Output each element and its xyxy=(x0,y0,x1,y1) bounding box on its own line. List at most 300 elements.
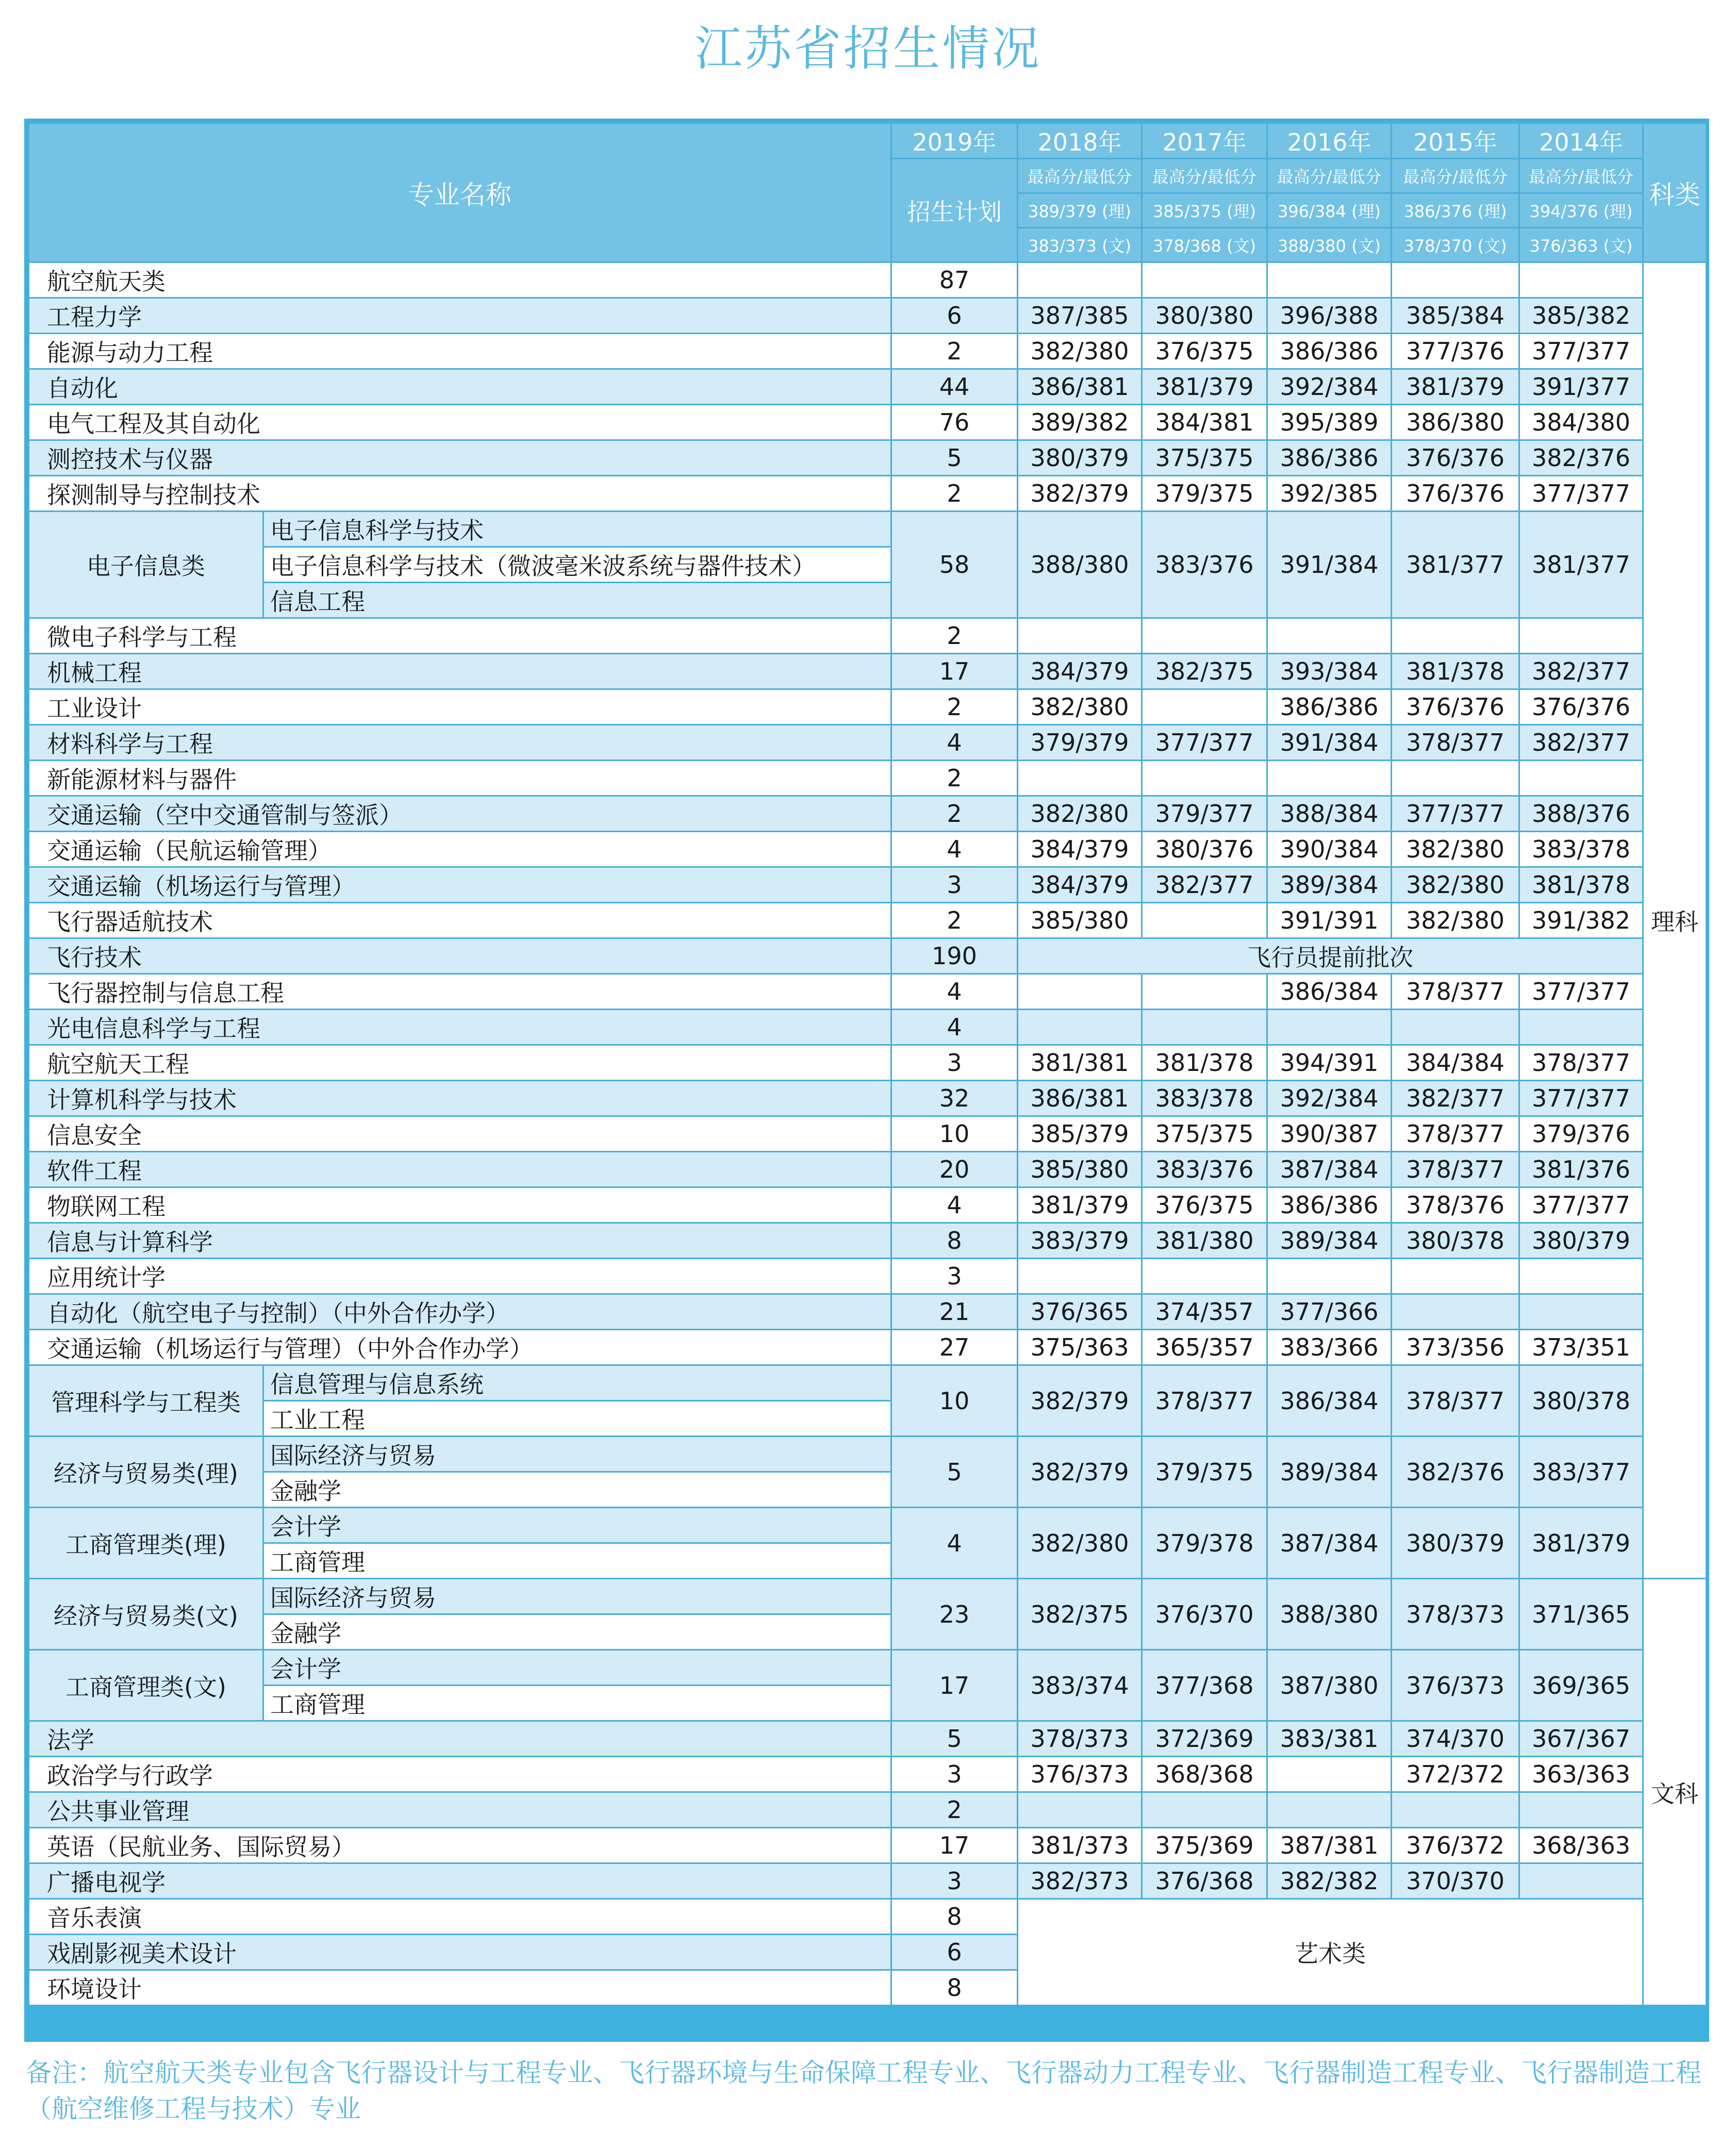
table-row xyxy=(29,1081,1707,1116)
score-cell xyxy=(1142,974,1267,1010)
score-cell: 381/379 xyxy=(1018,1187,1142,1223)
score-cell: 383/378 xyxy=(1142,1081,1267,1116)
score-cell: 363/363 xyxy=(1519,1757,1643,1792)
score-cell: 375/363 xyxy=(1018,1330,1142,1365)
table-row xyxy=(29,761,1707,796)
score-cell: 391/384 xyxy=(1267,725,1392,761)
score-cell: 377/377 xyxy=(1392,796,1519,832)
plan-count: 4 xyxy=(891,1508,1018,1579)
table-row xyxy=(29,1828,1707,1863)
score-cell: 385/380 xyxy=(1018,903,1142,938)
score-cell: 383/374 xyxy=(1018,1650,1142,1721)
major-name: 光电信息科学与工程 xyxy=(29,1010,891,1045)
score-cell xyxy=(1267,1792,1392,1828)
major-name: 戏剧影视美术设计 xyxy=(29,1935,891,1970)
score-cell: 385/384 xyxy=(1392,298,1519,334)
score-cell: 378/373 xyxy=(1018,1721,1142,1757)
score-cell: 381/378 xyxy=(1519,867,1643,903)
score-cell: 386/386 xyxy=(1267,334,1392,369)
score-cell: 381/377 xyxy=(1392,511,1519,618)
table-row xyxy=(29,654,1707,689)
score-cell: 382/377 xyxy=(1142,867,1267,903)
plan-count: 2 xyxy=(891,476,1018,511)
score-cell: 384/381 xyxy=(1142,405,1267,440)
score-cell: 385/379 xyxy=(1018,1116,1142,1152)
score-cell: 381/377 xyxy=(1519,511,1643,618)
major-name: 材料科学与工程 xyxy=(29,725,891,761)
major-name: 航空航天工程 xyxy=(29,1045,891,1081)
plan-count: 4 xyxy=(891,725,1018,761)
score-cell xyxy=(1519,618,1643,654)
score-cell: 368/368 xyxy=(1142,1757,1267,1792)
score-cell: 380/378 xyxy=(1392,1223,1519,1259)
score-cell: 387/381 xyxy=(1267,1828,1392,1863)
score-cell: 387/385 xyxy=(1018,298,1142,334)
score-cell xyxy=(1267,761,1392,796)
score-cell xyxy=(1142,262,1267,298)
major-name: 交通运输（民航运输管理） xyxy=(29,832,891,867)
table-row xyxy=(29,618,1707,654)
score-cell xyxy=(1018,1259,1142,1294)
major-name: 音乐表演 xyxy=(29,1899,891,1935)
header-score-range: 最高分/最低分 xyxy=(1142,159,1267,193)
plan-count: 17 xyxy=(891,1828,1018,1863)
major-name: 能源与动力工程 xyxy=(29,334,891,369)
score-cell: 379/376 xyxy=(1519,1116,1643,1152)
score-cell: 374/370 xyxy=(1392,1721,1519,1757)
score-cell: 377/377 xyxy=(1519,974,1643,1010)
score-cell: 382/377 xyxy=(1519,654,1643,689)
major-name: 软件工程 xyxy=(29,1152,891,1187)
score-cell xyxy=(1519,1792,1643,1828)
score-cell xyxy=(1392,1010,1519,1045)
score-cell xyxy=(1392,761,1519,796)
header-score-range: 最高分/最低分 xyxy=(1018,159,1142,193)
sub-major-name: 工业工程 xyxy=(263,1401,891,1437)
score-cell xyxy=(1018,761,1142,796)
score-cell: 377/377 xyxy=(1519,1081,1643,1116)
score-cell xyxy=(1267,262,1392,298)
score-cell: 389/384 xyxy=(1267,867,1392,903)
table-row xyxy=(29,1116,1707,1152)
score-cell: 373/356 xyxy=(1392,1330,1519,1365)
score-cell: 380/379 xyxy=(1392,1508,1519,1579)
header-row-years xyxy=(29,123,1707,159)
score-cell: 382/379 xyxy=(1018,476,1142,511)
subject-li: 理科 xyxy=(1643,262,1707,1579)
span-note-art: 艺术类 xyxy=(1018,1899,1643,2006)
plan-count: 23 xyxy=(891,1579,1018,1650)
score-cell: 380/380 xyxy=(1142,298,1267,334)
plan-count: 6 xyxy=(891,298,1018,334)
score-cell: 391/377 xyxy=(1519,369,1643,405)
plan-count: 3 xyxy=(891,867,1018,903)
header-year: 2015年 xyxy=(1392,123,1519,159)
score-cell: 382/382 xyxy=(1267,1863,1392,1899)
score-cell: 383/377 xyxy=(1519,1437,1643,1508)
plan-count: 2 xyxy=(891,618,1018,654)
score-cell: 380/376 xyxy=(1142,832,1267,867)
score-cell: 374/357 xyxy=(1142,1294,1267,1330)
score-cell: 380/379 xyxy=(1018,440,1142,476)
plan-count: 4 xyxy=(891,1187,1018,1223)
score-cell: 377/366 xyxy=(1267,1294,1392,1330)
score-cell: 391/382 xyxy=(1519,903,1643,938)
major-name: 新能源材料与器件 xyxy=(29,761,891,796)
score-cell: 377/368 xyxy=(1142,1650,1267,1721)
header-year: 2017年 xyxy=(1142,123,1267,159)
score-cell: 384/379 xyxy=(1018,832,1142,867)
score-cell: 382/380 xyxy=(1018,1508,1142,1579)
table-row xyxy=(29,369,1707,405)
plan-count: 4 xyxy=(891,974,1018,1010)
table-row xyxy=(29,938,1707,974)
plan-count: 3 xyxy=(891,1045,1018,1081)
table-row xyxy=(29,1187,1707,1223)
major-name: 电气工程及其自动化 xyxy=(29,405,891,440)
score-cell: 373/351 xyxy=(1519,1330,1643,1365)
score-cell: 378/377 xyxy=(1392,974,1519,1010)
score-cell: 382/379 xyxy=(1018,1365,1142,1437)
score-cell: 391/391 xyxy=(1267,903,1392,938)
score-cell: 378/376 xyxy=(1392,1187,1519,1223)
sub-major-name: 工商管理 xyxy=(263,1686,891,1721)
sub-major-name: 信息管理与信息系统 xyxy=(263,1365,891,1401)
table-row xyxy=(29,1045,1707,1081)
table-row xyxy=(29,298,1707,334)
score-cell: 396/388 xyxy=(1267,298,1392,334)
score-cell: 381/379 xyxy=(1392,369,1519,405)
score-cell: 383/378 xyxy=(1519,832,1643,867)
score-cell: 376/373 xyxy=(1392,1650,1519,1721)
subject-wen: 文科 xyxy=(1643,1579,1707,2006)
table-row xyxy=(29,903,1707,938)
major-name: 法学 xyxy=(29,1721,891,1757)
plan-count: 6 xyxy=(891,1935,1018,1970)
score-cell: 380/378 xyxy=(1519,1365,1643,1437)
score-cell xyxy=(1267,1757,1392,1792)
score-cell: 376/370 xyxy=(1142,1579,1267,1650)
plan-count: 20 xyxy=(891,1152,1018,1187)
score-cell: 375/375 xyxy=(1142,440,1267,476)
score-cell: 386/381 xyxy=(1018,369,1142,405)
major-name: 信息与计算科学 xyxy=(29,1223,891,1259)
score-cell: 377/377 xyxy=(1519,1187,1643,1223)
plan-count: 5 xyxy=(891,1437,1018,1508)
table-row xyxy=(29,796,1707,832)
table-row xyxy=(29,440,1707,476)
table-row xyxy=(29,974,1707,1010)
group-name: 经济与贸易类(理) xyxy=(29,1437,263,1508)
header-year: 2018年 xyxy=(1018,123,1142,159)
score-cell: 372/369 xyxy=(1142,1721,1267,1757)
page-title: 江苏省招生情况 xyxy=(695,21,1041,76)
score-cell: 367/367 xyxy=(1519,1721,1643,1757)
major-name: 交通运输（机场运行与管理）（中外合作办学） xyxy=(29,1330,891,1365)
admission-table xyxy=(28,122,1707,2006)
major-name: 自动化（航空电子与控制）（中外合作办学） xyxy=(29,1294,891,1330)
table-row xyxy=(29,1365,1707,1401)
table-row xyxy=(29,476,1707,511)
major-name: 探测制导与控制技术 xyxy=(29,476,891,511)
score-cell: 388/380 xyxy=(1267,1579,1392,1650)
plan-count: 3 xyxy=(891,1259,1018,1294)
score-cell: 376/373 xyxy=(1018,1757,1142,1792)
major-name: 交通运输（机场运行与管理） xyxy=(29,867,891,903)
score-cell: 380/379 xyxy=(1519,1223,1643,1259)
score-cell: 390/387 xyxy=(1267,1116,1392,1152)
score-cell: 368/363 xyxy=(1519,1828,1643,1863)
score-cell: 376/375 xyxy=(1142,1187,1267,1223)
score-cell: 386/386 xyxy=(1267,440,1392,476)
table-row xyxy=(29,1010,1707,1045)
admission-table-frame xyxy=(24,119,1709,2042)
score-cell: 388/384 xyxy=(1267,796,1392,832)
score-cell: 375/375 xyxy=(1142,1116,1267,1152)
score-cell: 379/375 xyxy=(1142,476,1267,511)
group-name: 电子信息类 xyxy=(29,511,263,618)
header-batch-wen: 378/370 (文) xyxy=(1392,228,1519,262)
score-cell: 378/377 xyxy=(1519,1045,1643,1081)
plan-count: 8 xyxy=(891,1970,1018,2006)
table-row xyxy=(29,1437,1707,1472)
major-name: 计算机科学与技术 xyxy=(29,1081,891,1116)
table-row xyxy=(29,262,1707,298)
score-cell xyxy=(1519,761,1643,796)
plan-count: 2 xyxy=(891,796,1018,832)
score-cell xyxy=(1142,689,1267,725)
score-cell: 386/386 xyxy=(1267,689,1392,725)
score-cell: 382/373 xyxy=(1018,1863,1142,1899)
score-cell xyxy=(1519,1259,1643,1294)
score-cell: 384/380 xyxy=(1519,405,1643,440)
score-cell: 378/377 xyxy=(1392,1152,1519,1187)
plan-count: 17 xyxy=(891,1650,1018,1721)
sub-major-name: 电子信息科学与技术（微波毫米波系统与器件技术） xyxy=(263,547,891,583)
score-cell: 383/376 xyxy=(1142,511,1267,618)
plan-count: 32 xyxy=(891,1081,1018,1116)
score-cell xyxy=(1142,903,1267,938)
score-cell: 382/380 xyxy=(1018,689,1142,725)
sub-major-name: 电子信息科学与技术 xyxy=(263,511,891,547)
table-row xyxy=(29,334,1707,369)
score-cell xyxy=(1519,1010,1643,1045)
score-cell: 382/380 xyxy=(1018,334,1142,369)
table-row xyxy=(29,1223,1707,1259)
major-name: 政治学与行政学 xyxy=(29,1757,891,1792)
plan-count: 2 xyxy=(891,761,1018,796)
score-cell: 378/377 xyxy=(1142,1365,1267,1437)
score-cell: 378/373 xyxy=(1392,1579,1519,1650)
score-cell: 376/365 xyxy=(1018,1294,1142,1330)
score-cell xyxy=(1267,1259,1392,1294)
score-cell: 383/376 xyxy=(1142,1152,1267,1187)
plan-count: 8 xyxy=(891,1899,1018,1935)
score-cell: 376/376 xyxy=(1519,689,1643,725)
header-batch-li: 385/375 (理) xyxy=(1142,193,1267,228)
sub-major-name: 会计学 xyxy=(263,1508,891,1543)
table-row xyxy=(29,1259,1707,1294)
score-cell: 382/380 xyxy=(1392,903,1519,938)
score-cell xyxy=(1018,618,1142,654)
major-name: 公共事业管理 xyxy=(29,1792,891,1828)
score-cell xyxy=(1018,974,1142,1010)
score-cell: 377/377 xyxy=(1519,476,1643,511)
score-cell: 384/379 xyxy=(1018,867,1142,903)
score-cell: 385/380 xyxy=(1018,1152,1142,1187)
score-cell xyxy=(1519,1294,1643,1330)
score-cell: 381/379 xyxy=(1519,1508,1643,1579)
major-name: 飞行器控制与信息工程 xyxy=(29,974,891,1010)
score-cell xyxy=(1142,618,1267,654)
score-cell: 392/384 xyxy=(1267,1081,1392,1116)
major-name: 工业设计 xyxy=(29,689,891,725)
score-cell: 388/376 xyxy=(1519,796,1643,832)
sub-major-name: 国际经济与贸易 xyxy=(263,1437,891,1472)
sub-major-name: 金融学 xyxy=(263,1614,891,1650)
score-cell xyxy=(1142,761,1267,796)
score-cell: 381/378 xyxy=(1392,654,1519,689)
plan-count: 4 xyxy=(891,1010,1018,1045)
major-name: 英语（民航业务、国际贸易） xyxy=(29,1828,891,1863)
score-cell: 381/373 xyxy=(1018,1828,1142,1863)
major-name: 应用统计学 xyxy=(29,1259,891,1294)
group-name: 管理科学与工程类 xyxy=(29,1365,263,1437)
header-subject: 科类 xyxy=(1643,123,1707,262)
header-batch-li: 386/376 (理) xyxy=(1392,193,1519,228)
major-name: 信息安全 xyxy=(29,1116,891,1152)
major-name: 工程力学 xyxy=(29,298,891,334)
score-cell: 385/382 xyxy=(1519,298,1643,334)
score-cell: 386/386 xyxy=(1267,1187,1392,1223)
score-cell xyxy=(1018,1010,1142,1045)
major-name: 测控技术与仪器 xyxy=(29,440,891,476)
score-cell: 372/372 xyxy=(1392,1757,1519,1792)
score-cell xyxy=(1267,618,1392,654)
plan-count: 10 xyxy=(891,1116,1018,1152)
score-cell: 391/384 xyxy=(1267,511,1392,618)
group-name: 工商管理类(文) xyxy=(29,1650,263,1721)
plan-count: 190 xyxy=(891,938,1018,974)
score-cell: 389/382 xyxy=(1018,405,1142,440)
score-cell: 382/380 xyxy=(1392,867,1519,903)
score-cell: 382/379 xyxy=(1018,1437,1142,1508)
major-name: 飞行器适航技术 xyxy=(29,903,891,938)
plan-count: 4 xyxy=(891,832,1018,867)
major-name: 环境设计 xyxy=(29,1970,891,2006)
score-cell: 383/366 xyxy=(1267,1330,1392,1365)
score-cell: 377/377 xyxy=(1519,334,1643,369)
table-row xyxy=(29,1294,1707,1330)
score-cell: 376/372 xyxy=(1392,1828,1519,1863)
score-cell: 376/375 xyxy=(1142,334,1267,369)
score-cell xyxy=(1142,1259,1267,1294)
score-cell xyxy=(1142,1010,1267,1045)
score-cell: 382/376 xyxy=(1519,440,1643,476)
major-name: 广播电视学 xyxy=(29,1863,891,1899)
score-cell xyxy=(1392,1792,1519,1828)
score-cell: 387/384 xyxy=(1267,1152,1392,1187)
table-row xyxy=(29,867,1707,903)
score-cell: 371/365 xyxy=(1519,1579,1643,1650)
header-batch-li: 394/376 (理) xyxy=(1519,193,1643,228)
score-cell: 376/376 xyxy=(1392,440,1519,476)
plan-count: 17 xyxy=(891,654,1018,689)
score-cell: 381/381 xyxy=(1018,1045,1142,1081)
major-name: 自动化 xyxy=(29,369,891,405)
score-cell: 382/375 xyxy=(1142,654,1267,689)
score-cell: 381/376 xyxy=(1519,1152,1643,1187)
score-cell: 382/376 xyxy=(1392,1437,1519,1508)
footnote: 备注：航空航天类专业包含飞行器设计与工程专业、飞行器环境与生命保障工程专业、飞行器动力工程专业、飞行器制造工程专业、飞行器制造工程（航空维修工程与技术）专业 xyxy=(26,2058,1701,2124)
score-cell: 389/384 xyxy=(1267,1437,1392,1508)
score-cell: 376/376 xyxy=(1392,689,1519,725)
table-row xyxy=(29,1650,1707,1686)
score-cell: 378/377 xyxy=(1392,1365,1519,1437)
score-cell: 384/379 xyxy=(1018,654,1142,689)
score-cell: 375/369 xyxy=(1142,1828,1267,1863)
score-cell: 378/377 xyxy=(1392,1116,1519,1152)
score-cell: 382/380 xyxy=(1392,832,1519,867)
score-cell: 382/375 xyxy=(1018,1579,1142,1650)
plan-count: 3 xyxy=(891,1863,1018,1899)
table-row xyxy=(29,1863,1707,1899)
plan-count: 5 xyxy=(891,1721,1018,1757)
score-cell: 394/391 xyxy=(1267,1045,1392,1081)
span-note-flight: 飞行员提前批次 xyxy=(1018,938,1643,974)
sub-major-name: 工商管理 xyxy=(263,1543,891,1579)
score-cell: 370/370 xyxy=(1392,1863,1519,1899)
header-batch-li: 389/379 (理) xyxy=(1018,193,1142,228)
sub-major-name: 金融学 xyxy=(263,1472,891,1508)
table-row xyxy=(29,689,1707,725)
score-cell: 379/375 xyxy=(1142,1437,1267,1508)
sub-major-name: 国际经济与贸易 xyxy=(263,1579,891,1614)
score-cell: 386/380 xyxy=(1392,405,1519,440)
major-name: 物联网工程 xyxy=(29,1187,891,1223)
score-cell: 377/376 xyxy=(1392,334,1519,369)
score-cell: 389/384 xyxy=(1267,1223,1392,1259)
score-cell xyxy=(1142,1792,1267,1828)
table-row xyxy=(29,1330,1707,1365)
score-cell: 395/389 xyxy=(1267,405,1392,440)
score-cell: 381/379 xyxy=(1142,369,1267,405)
score-cell xyxy=(1018,1792,1142,1828)
score-cell: 383/379 xyxy=(1018,1223,1142,1259)
table-row xyxy=(29,725,1707,761)
header-batch-wen: 378/368 (文) xyxy=(1142,228,1267,262)
table-row xyxy=(29,1792,1707,1828)
plan-count: 27 xyxy=(891,1330,1018,1365)
score-cell: 377/377 xyxy=(1142,725,1267,761)
table-row xyxy=(29,1508,1707,1543)
score-cell: 369/365 xyxy=(1519,1650,1643,1721)
score-cell: 379/379 xyxy=(1018,725,1142,761)
score-cell xyxy=(1519,262,1643,298)
score-cell: 382/380 xyxy=(1018,796,1142,832)
table-row xyxy=(29,405,1707,440)
score-cell: 393/384 xyxy=(1267,654,1392,689)
score-cell: 387/380 xyxy=(1267,1650,1392,1721)
major-name: 机械工程 xyxy=(29,654,891,689)
header-year: 2014年 xyxy=(1519,123,1643,159)
major-name: 航空航天类 xyxy=(29,262,891,298)
plan-count: 10 xyxy=(891,1365,1018,1437)
score-cell: 379/378 xyxy=(1142,1508,1267,1579)
plan-count: 2 xyxy=(891,903,1018,938)
plan-count: 2 xyxy=(891,1792,1018,1828)
score-cell xyxy=(1267,1010,1392,1045)
